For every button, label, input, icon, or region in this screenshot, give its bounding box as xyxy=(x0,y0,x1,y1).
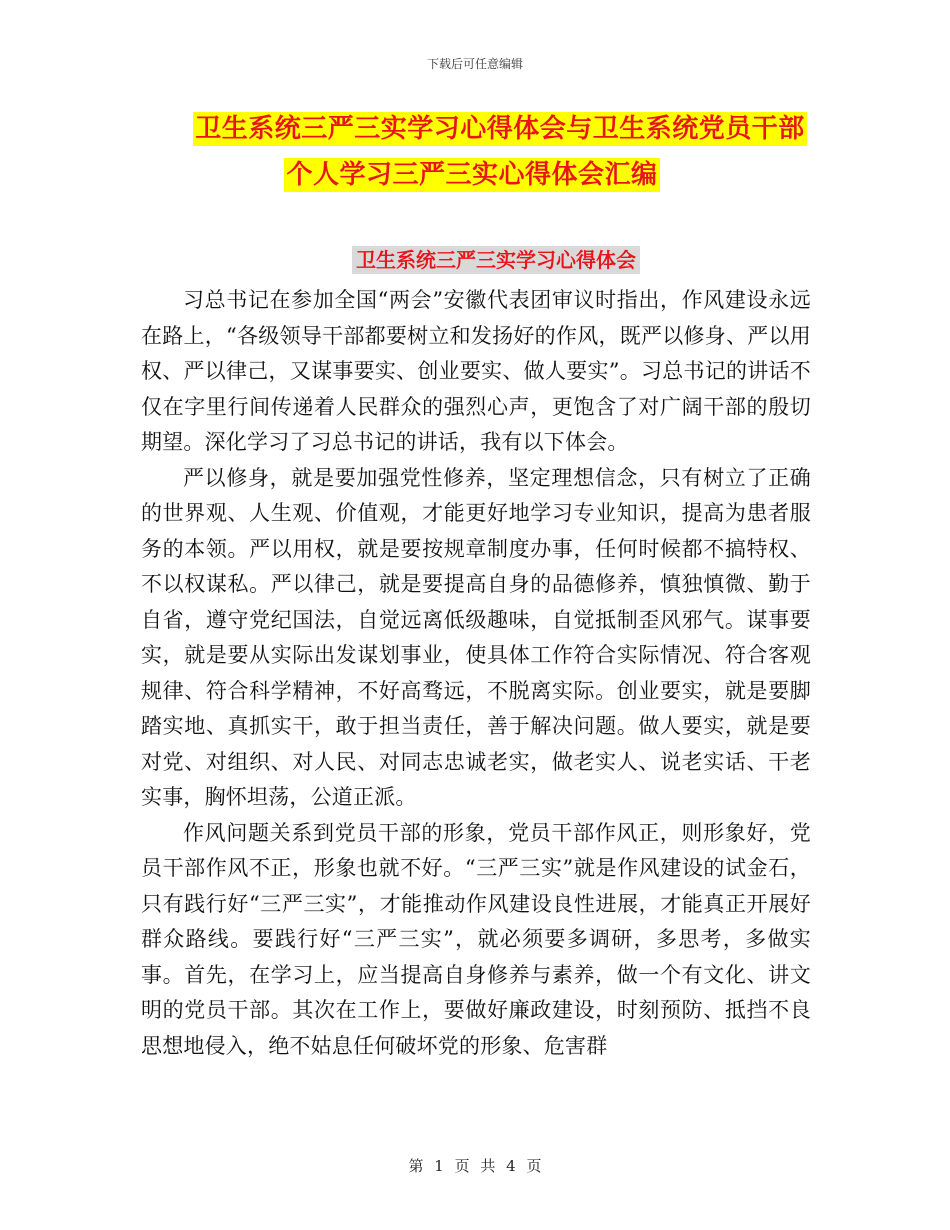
page-number-footer: 第 1 页 共 4 页 xyxy=(408,1157,542,1175)
paragraph: 习总书记在参加全国“两会”安徽代表团审议时指出，作风建设永远在路上，“各级领导干部都要树立和发扬好的作风，既严以修身、严以用权、严以律己，又谋事要实、创业要实、做人要实”。习总书记的讲话不仅在字里行间传递着人民群众的强烈心声，更饱含了对广阔干部的殷切期望。深化学习了习总书记的讲话，我有以下体会。 xyxy=(141,288,811,454)
page-header-note: 下载后可任意编辑 xyxy=(426,57,523,71)
section-heading: 卫生系统三严三实学习心得体会 xyxy=(352,246,640,274)
paragraph: 严以修身，就是要加强党性修养，坚定理想信念，只有树立了正确的世界观、人生观、价值观，才能更好地学习专业知识，提高为患者服务的本领。严以用权，就是要按规章制度办事，任何时候都不搞特权、不以权谋私。严以律己，就是要提高自身的品德修养，慎独慎微、勤于自省，遵守党纪国法，自觉远离低级趣味，自觉抵制歪风邪气。谋事要实，就是要从实际出发谋划事业，使具体工作符合实际情况、符合客观规律、符合科学精神，不好高骛远，不脱离实际。创业要实，就是要脚踏实地、真抓实干，敢于担当责任，善于解决问题。做人要实，就是要对党、对组织、对人民、对同志忠诚老实，做老实人、说老实话、干老实事，胸怀坦荡，公道正派。 xyxy=(141,465,811,809)
section-heading-container xyxy=(0,246,950,274)
body-text xyxy=(141,283,811,1064)
paragraph: 作风问题关系到党员干部的形象，党员干部作风正，则形象好，党员干部作风不正，形象也就不好。“三严三实”就是作风建设的试金石，只有践行好“三严三实”，才能推动作风建设良性进展，才能真正开展好群众路线。要践行好“三严三实”，就必须要多调研，多思考，多做实事。首先，在学习上，应当提高自身修养与素养，做一个有文化、讲文明的党员干部。其次在工作上，要做好廉政建设，时刻预防、抵挡不良思想地侵入，绝不姑息任何破坏党的形象、危害群 xyxy=(141,820,811,1058)
document-title-line-1: 卫生系统三严三实学习心得体会与卫生系统党员干部 xyxy=(195,114,805,144)
document-title-line-2: 个人学习三严三实心得体会汇编 xyxy=(286,160,658,190)
document-title xyxy=(0,112,950,192)
